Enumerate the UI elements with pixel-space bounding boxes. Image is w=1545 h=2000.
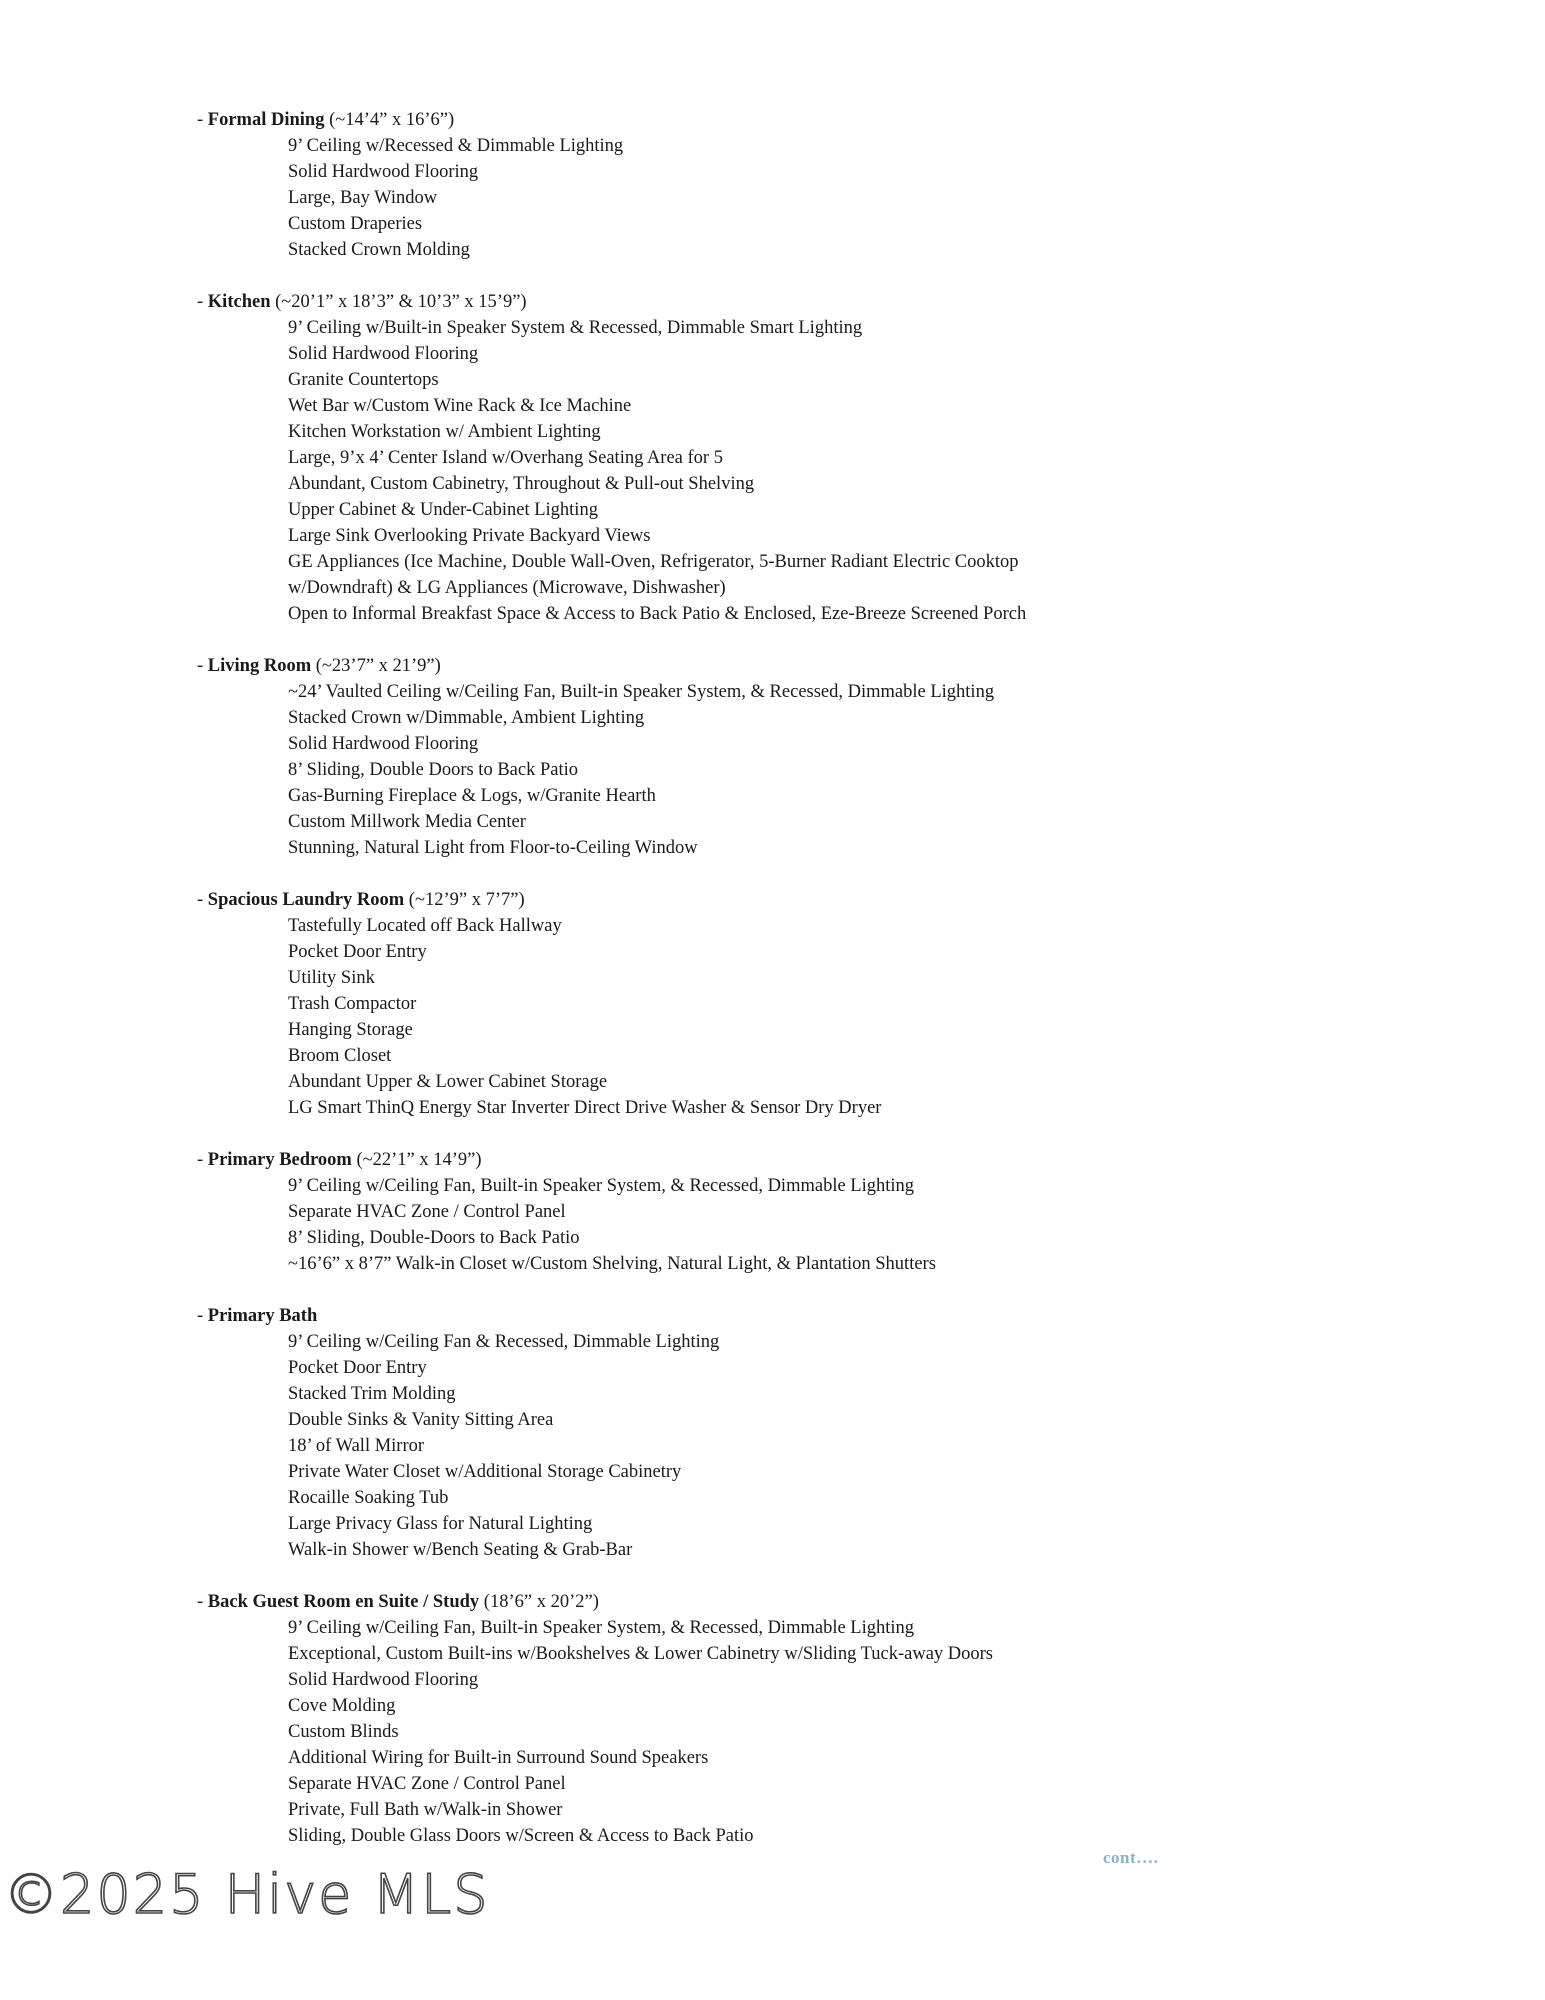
feature-item: Large Privacy Glass for Natural Lighting <box>288 1514 593 1534</box>
feature-item: Custom Blinds <box>288 1722 399 1742</box>
feature-item: Solid Hardwood Flooring <box>288 344 479 364</box>
heading-dash: - <box>197 1150 208 1170</box>
feature-item: Wet Bar w/Custom Wine Rack & Ice Machine <box>288 396 632 416</box>
feature-item: Custom Draperies <box>288 214 423 234</box>
room-section <box>197 1303 1337 1563</box>
feature-item: Kitchen Workstation w/ Ambient Lighting <box>288 422 601 442</box>
feature-item: Abundant Upper & Lower Cabinet Storage <box>288 1072 608 1092</box>
room-heading <box>197 887 1337 913</box>
feature-item: ~24’ Vaulted Ceiling w/Ceiling Fan, Built-in Speaker System, & Recessed, Dimmable Lighting <box>288 682 995 702</box>
heading-dash: - <box>197 292 208 312</box>
feature-item: Pocket Door Entry <box>288 942 427 962</box>
room-title: Kitchen <box>207 292 271 312</box>
room-title: Primary Bath <box>207 1306 318 1326</box>
room-title: Living Room <box>207 656 312 676</box>
room-section <box>197 1589 1337 1849</box>
heading-dash: - <box>197 1592 208 1612</box>
feature-item: Large, 9’x 4’ Center Island w/Overhang Seating Area for 5 <box>288 448 723 468</box>
feature-item: Large Sink Overlooking Private Backyard Views <box>288 526 651 546</box>
room-dimensions: (~14’4” x 16’6”) <box>324 110 455 130</box>
feature-item: Private Water Closet w/Additional Storage Cabinetry <box>288 1462 682 1482</box>
feature-item: Granite Countertops <box>288 370 439 390</box>
feature-item: Pocket Door Entry <box>288 1358 427 1378</box>
feature-item: Solid Hardwood Flooring <box>288 734 479 754</box>
feature-list <box>197 315 1337 627</box>
feature-item: Stacked Crown Molding <box>288 240 470 260</box>
room-title: Primary Bedroom <box>207 1150 352 1170</box>
room-heading <box>197 1589 1337 1615</box>
feature-item: 18’ of Wall Mirror <box>288 1436 425 1456</box>
room-section <box>197 107 1337 263</box>
feature-item: Separate HVAC Zone / Control Panel <box>288 1774 566 1794</box>
feature-list <box>197 1173 1337 1277</box>
feature-item: Tastefully Located off Back Hallway <box>288 916 562 936</box>
room-dimensions: (~12’9” x 7’7”) <box>404 890 525 910</box>
room-dimensions: (~20’1” x 18’3” & 10’3” x 15’9”) <box>270 292 527 312</box>
feature-item: 8’ Sliding, Double Doors to Back Patio <box>288 760 578 780</box>
feature-item: Rocaille Soaking Tub <box>288 1488 449 1508</box>
room-section <box>197 1147 1337 1277</box>
room-title: Formal Dining <box>207 110 325 130</box>
feature-item: GE Appliances (Ice Machine, Double Wall-Oven, Refrigerator, 5-Burner Radiant Electric Cooktop w/Downdraft) & LG Appliances (Microwave, Dishwasher) <box>288 552 1019 598</box>
feature-item: Cove Molding <box>288 1696 396 1716</box>
room-section <box>197 653 1337 861</box>
document-body <box>197 107 1337 1875</box>
feature-item: Walk-in Shower w/Bench Seating & Grab-Bar <box>288 1540 633 1560</box>
feature-item: 9’ Ceiling w/Ceiling Fan & Recessed, Dimmable Lighting <box>288 1332 720 1352</box>
room-title: Back Guest Room en Suite / Study <box>207 1592 480 1612</box>
feature-item: Separate HVAC Zone / Control Panel <box>288 1202 566 1222</box>
feature-item: Stacked Crown w/Dimmable, Ambient Lighting <box>288 708 645 728</box>
continued-label: cont…. <box>1103 1848 1159 1867</box>
room-title: Spacious Laundry Room <box>207 890 405 910</box>
room-section <box>197 887 1337 1121</box>
feature-item: Stunning, Natural Light from Floor-to-Ceiling Window <box>288 838 698 858</box>
heading-dash: - <box>197 656 208 676</box>
feature-item: Solid Hardwood Flooring <box>288 162 479 182</box>
feature-item: Abundant, Custom Cabinetry, Throughout & Pull-out Shelving <box>288 474 755 494</box>
feature-item: ~16’6” x 8’7” Walk-in Closet w/Custom Shelving, Natural Light, & Plantation Shutters <box>288 1254 936 1274</box>
feature-list <box>197 679 1337 861</box>
room-dimensions: (~23’7” x 21’9”) <box>311 656 441 676</box>
feature-item: Large, Bay Window <box>288 188 438 208</box>
feature-item: Trash Compactor <box>288 994 417 1014</box>
feature-item: Solid Hardwood Flooring <box>288 1670 479 1690</box>
heading-dash: - <box>197 1306 208 1326</box>
feature-item: Double Sinks & Vanity Sitting Area <box>288 1410 554 1430</box>
feature-list <box>197 913 1337 1121</box>
room-heading <box>197 1303 1337 1329</box>
copyright-watermark: ©2025 Hive MLS <box>4 1863 490 1926</box>
room-dimensions: (~22’1” x 14’9”) <box>351 1150 482 1170</box>
feature-item: Custom Millwork Media Center <box>288 812 526 832</box>
feature-item: Sliding, Double Glass Doors w/Screen & Access to Back Patio <box>288 1826 754 1846</box>
feature-list <box>197 1329 1337 1563</box>
room-dimensions: (18’6” x 20’2”) <box>479 1592 599 1612</box>
room-heading <box>197 107 1337 133</box>
heading-dash: - <box>197 890 208 910</box>
room-section <box>197 289 1337 627</box>
feature-item: Private, Full Bath w/Walk-in Shower <box>288 1800 563 1820</box>
feature-item: 9’ Ceiling w/Built-in Speaker System & Recessed, Dimmable Smart Lighting <box>288 318 863 338</box>
feature-item: Gas-Burning Fireplace & Logs, w/Granite Hearth <box>288 786 656 806</box>
feature-item: Open to Informal Breakfast Space & Access to Back Patio & Enclosed, Eze-Breeze Screened Porch <box>288 604 1027 624</box>
feature-item: LG Smart ThinQ Energy Star Inverter Direct Drive Washer & Sensor Dry Dryer <box>288 1098 882 1118</box>
feature-item: Exceptional, Custom Built-ins w/Bookshelves & Lower Cabinetry w/Sliding Tuck-away Doors <box>288 1644 994 1664</box>
feature-item: 9’ Ceiling w/Recessed & Dimmable Lighting <box>288 136 624 156</box>
feature-list <box>197 133 1337 263</box>
feature-item: Stacked Trim Molding <box>288 1384 456 1404</box>
feature-list <box>197 1615 1337 1849</box>
feature-item: Upper Cabinet & Under-Cabinet Lighting <box>288 500 598 520</box>
heading-dash: - <box>197 110 208 130</box>
feature-item: Broom Closet <box>288 1046 392 1066</box>
feature-item: 9’ Ceiling w/Ceiling Fan, Built-in Speaker System, & Recessed, Dimmable Lighting <box>288 1618 915 1638</box>
feature-item: 8’ Sliding, Double-Doors to Back Patio <box>288 1228 580 1248</box>
room-heading <box>197 653 1337 679</box>
feature-item: Hanging Storage <box>288 1020 413 1040</box>
feature-item: 9’ Ceiling w/Ceiling Fan, Built-in Speaker System, & Recessed, Dimmable Lighting <box>288 1176 915 1196</box>
feature-item: Additional Wiring for Built-in Surround Sound Speakers <box>288 1748 709 1768</box>
feature-item: Utility Sink <box>288 968 375 988</box>
room-heading <box>197 289 1337 315</box>
room-heading <box>197 1147 1337 1173</box>
